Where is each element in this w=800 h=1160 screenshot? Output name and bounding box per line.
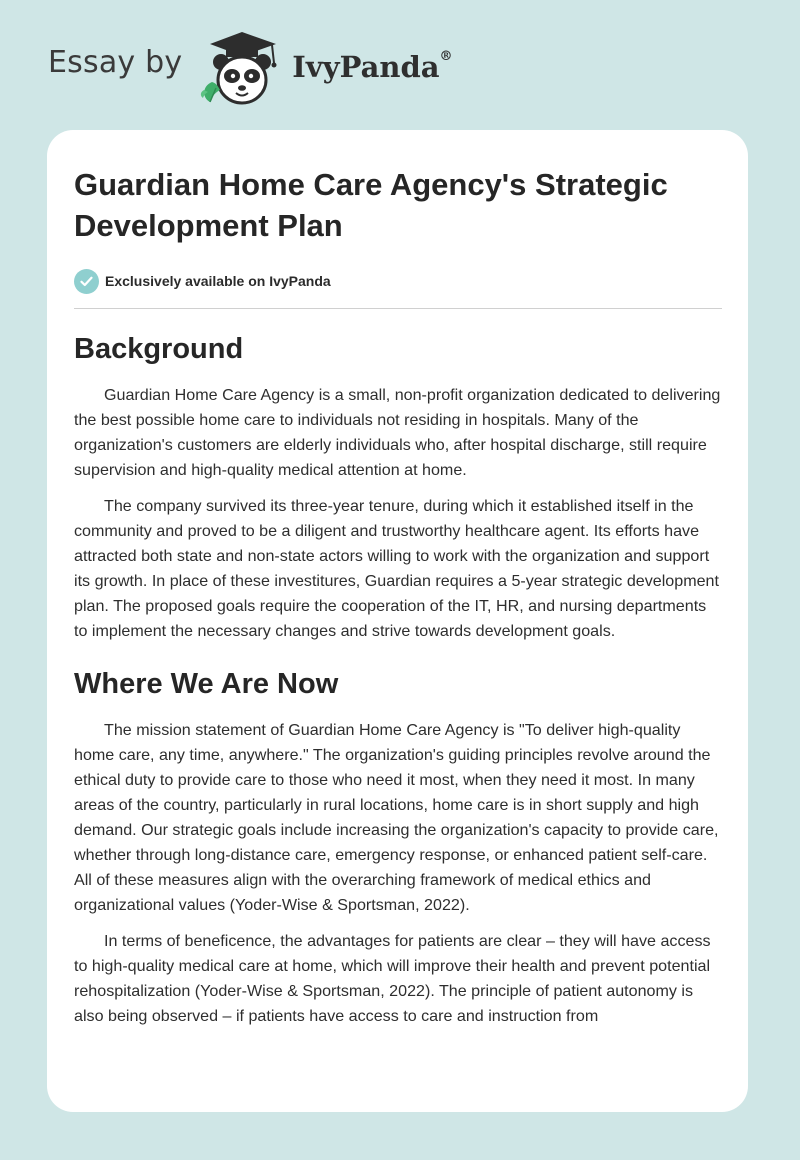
section-where-we-are-now <box>74 666 722 1029</box>
exclusive-text: Exclusively available on IvyPanda <box>105 273 331 289</box>
site-brand[interactable] <box>48 30 453 110</box>
section-background <box>74 331 722 644</box>
registered-mark: ® <box>439 49 453 65</box>
paragraph: The mission statement of Guardian Home Care Agency is "To deliver high-quality home care, any time, anywhere." The organization's guiding principles revolve around the ethical duty to provide care to those who need it most, when they need it most. In many areas of the country, particularly in rural locations, home care is in short supply and high demand. Our strategic goals include increasing the organization's capacity to provide care, whether through long-distance care, emergency response, or enhanced patient self-care. All of these measures align with the overarching framework of medical ethics and organizational values (Yoder-Wise & Sportsman, 2022). <box>74 721 719 914</box>
paragraph: The company survived its three-year tenure, during which it established itself in the community and proved to be a diligent and trustworthy healthcare agent. Its efforts have attracted both state and non-state actors willing to work with the organization and support its growth. In place of these investitures, Guardian requires a 5-year strategic development plan. The proposed goals require the cooperation of the IT, HR, and nursing departments to implement the necessary changes and strive towards development goals. <box>74 497 719 640</box>
brand-name: IvyPanda® <box>292 49 453 84</box>
exclusive-badge <box>74 268 722 294</box>
essay-title: Guardian Home Care Agency's Strategic Development Plan <box>74 167 668 243</box>
check-circle-icon <box>74 269 99 294</box>
panda-mortarboard-logo <box>198 30 290 110</box>
paragraph: Guardian Home Care Agency is a small, non-profit organization dedicated to delivering the best possible home care to individuals not residing in hospitals. Many of the organization's customers are elderly individuals who, after hospital discharge, still require supervision and high-quality medical attention at home. <box>74 386 721 479</box>
essay-card <box>47 130 748 1112</box>
title-divider <box>74 308 722 309</box>
paragraph: In terms of beneficence, the advantages for patients are clear – they will have access to high-quality medical care at home, which will improve their health and prevent potential rehospitalization (Yoder-Wise & Sportsman, 2022). The principle of patient autonomy is also being observed – if patients have access to care and instruction from <box>74 932 711 1025</box>
brand-prefix: Essay by <box>48 44 183 80</box>
section-heading: Where We Are Now <box>74 668 339 700</box>
section-heading: Background <box>74 333 244 365</box>
